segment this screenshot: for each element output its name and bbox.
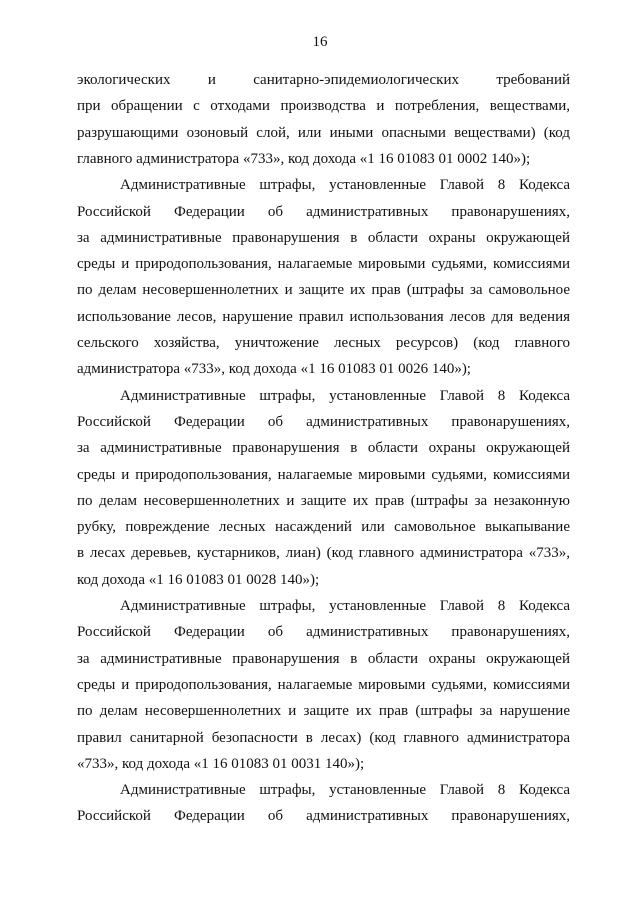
text-line: код дохода «1 16 01083 01 0028 140»); <box>77 572 320 588</box>
text-line: Российской Федерации об административных правонарушениях, <box>77 624 570 640</box>
text-line: администратора «733», код дохода «1 16 01083 01 0026 140»); <box>77 361 471 377</box>
text-line: использование лесов, нарушение правил использования лесов для ведения <box>77 309 570 325</box>
text-line: среды и природопользования, налагаемые мировыми судьями, комиссиями <box>77 677 570 693</box>
text-line: правил санитарной безопасности в лесах) (код главного администратора <box>77 730 570 746</box>
text-line: за административные правонарушения в области охраны окружающей <box>77 440 570 456</box>
text-line: Российской Федерации об административных правонарушениях, <box>77 204 570 220</box>
text-line: по делам несовершеннолетних и защите их прав (штрафы за нарушение <box>77 703 570 719</box>
text-line: Российской Федерации об административных правонарушениях, <box>77 414 570 430</box>
text-line: разрушающими озоновый слой, или иными опасными веществами) (код <box>77 125 570 141</box>
text-line: среды и природопользования, налагаемые мировыми судьями, комиссиями <box>77 467 570 483</box>
text-line: Административные штрафы, установленные Главой 8 Кодекса <box>120 177 570 193</box>
text-line: по делам несовершеннолетних и защите их прав (штрафы за самовольное <box>77 282 570 298</box>
text-line: Административные штрафы, установленные Главой 8 Кодекса <box>120 782 570 798</box>
text-line: за административные правонарушения в области охраны окружающей <box>77 651 570 667</box>
text-line: главного администратора «733», код дохода «1 16 01083 01 0002 140»); <box>77 151 531 167</box>
text-line: сельского хозяйства, уничтожение лесных ресурсов) (код главного <box>77 335 570 351</box>
text-line: «733», код дохода «1 16 01083 01 0031 140»); <box>77 756 365 772</box>
text-line: при обращении с отходами производства и потребления, веществами, <box>77 98 570 114</box>
text-line: Административные штрафы, установленные Главой 8 Кодекса <box>120 598 570 614</box>
page-number: 16 <box>312 34 328 50</box>
text-line: в лесах деревьев, кустарников, лиан) (код главного администратора «733», <box>77 545 570 561</box>
text-line: Российской Федерации об административных правонарушениях, <box>77 808 570 824</box>
text-line: по делам несовершеннолетних и защите их прав (штрафы за незаконную <box>77 493 570 509</box>
text-line: Административные штрафы, установленные Главой 8 Кодекса <box>120 388 570 404</box>
text-line: рубку, повреждение лесных насаждений или самовольное выкапывание <box>77 519 570 535</box>
text-line: среды и природопользования, налагаемые мировыми судьями, комиссиями <box>77 256 570 272</box>
text-line: за административные правонарушения в области охраны окружающей <box>77 230 570 246</box>
text-line: экологических и санитарно-эпидемиологических требований <box>77 72 570 88</box>
